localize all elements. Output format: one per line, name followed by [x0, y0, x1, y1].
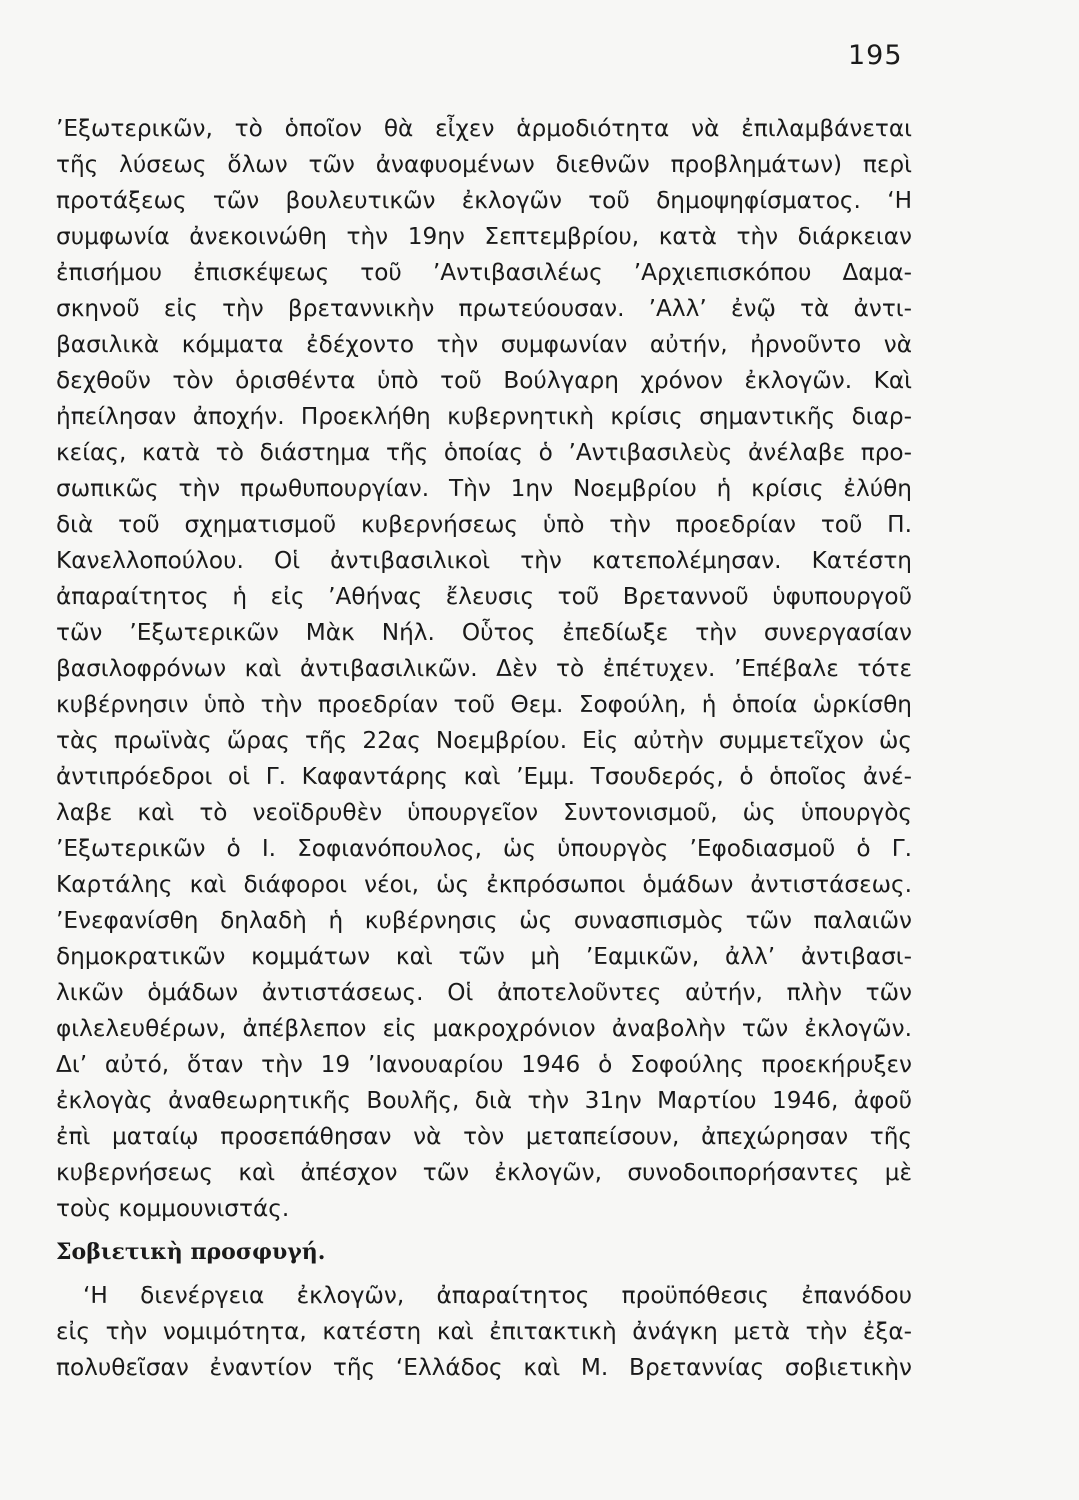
- text-line: τὰς πρωϊνὰς ὥρας τῆς 22ας Νοεμβρίου. Εἰς αὐτὴν συμμετεῖχον ὡς: [56, 727, 912, 754]
- text-line: ἐκλογὰς ἀναθεωρητικῆς Βουλῆς, διὰ τὴν 31ην Μαρτίου 1946, ἀφοῦ: [56, 1087, 912, 1114]
- text-line: σκηνοῦ εἰς τὴν βρεταννικὴν πρωτεύουσαν. ’Αλλ’ ἐνῷ τὰ ἀντι-: [56, 295, 912, 322]
- section-heading: Σοβιετικὴ προσφυγή.: [56, 1239, 326, 1265]
- text-line: Δι’ αὐτό, ὅταν τὴν 19 ’Ιανουαρίου 1946 ὁ Σοφούλης προεκήρυξεν: [56, 1051, 912, 1078]
- text-line: δημοκρατικῶν κομμάτων καὶ τῶν μὴ ’Εαμικῶν, ἀλλ’ ἀντιβασι-: [56, 943, 912, 970]
- text-line: ἀντιπρόεδροι οἱ Γ. Καφαντάρης καὶ ’Εμμ. Τσουδερός, ὁ ὁποῖος ἀνέ-: [56, 763, 912, 790]
- text-line: τῶν ’Εξωτερικῶν Μὰκ Νήλ. Οὗτος ἐπεδίωξε τὴν συνεργασίαν: [56, 619, 912, 646]
- paragraph-2: [56, 1278, 912, 1386]
- text-line: ‘Η διενέργεια ἐκλογῶν, ἀπαραίτητος προϋπόθεσις ἐπανόδου: [83, 1282, 912, 1309]
- text-line: τοὺς κομμουνιστάς.: [56, 1195, 290, 1222]
- text-line: ’Ενεφανίσθη δηλαδὴ ἡ κυβέρνησις ὡς συνασπισμὸς τῶν παλαιῶν: [56, 907, 912, 934]
- text-line: πολυθεῖσαν ἐναντίον τῆς ‘Ελλάδος καὶ Μ. Βρεταννίας σοβιετικὴν: [56, 1354, 912, 1381]
- text-line: βασιλοφρόνων καὶ ἀντιβασιλικῶν. Δὲν τὸ ἐπέτυχεν. ’Επέβαλε τότε: [56, 655, 912, 682]
- text-line: κυβερνήσεως καὶ ἀπέσχον τῶν ἐκλογῶν, συνοδοιπορήσαντες μὲ: [56, 1159, 912, 1186]
- text-line: Καρτάλης καὶ διάφοροι νέοι, ὡς ἐκπρόσωποι ὁμάδων ἀντιστάσεως.: [56, 871, 912, 898]
- text-line: διὰ τοῦ σχηματισμοῦ κυβερνήσεως ὑπὸ τὴν προεδρίαν τοῦ Π.: [56, 511, 912, 538]
- text-line: κείας, κατὰ τὸ διάστημα τῆς ὁποίας ὁ ’Αντιβασιλεὺς ἀνέλαβε προ-: [56, 439, 912, 466]
- text-line: ’Εξωτερικῶν ὁ Ι. Σοφιανόπουλος, ὡς ὑπουργὸς ’Εφοδιασμοῦ ὁ Γ.: [56, 835, 912, 862]
- text-line: λαβε καὶ τὸ νεοϊδρυθὲν ὑπουργεῖον Συντονισμοῦ, ὡς ὑπουργὸς: [56, 799, 912, 826]
- paragraph-1: [56, 111, 912, 1227]
- text-line: δεχθοῦν τὸν ὁρισθέντα ὑπὸ τοῦ Βούλγαρη χρόνον ἐκλογῶν. Καὶ: [56, 367, 912, 394]
- text-line: Κανελλοπούλου. Οἱ ἀντιβασιλικοὶ τὴν κατεπολέμησαν. Κατέστη: [56, 547, 912, 574]
- text-line: λικῶν ὁμάδων ἀντιστάσεως. Οἱ ἀποτελοῦντες αὐτήν, πλὴν τῶν: [56, 979, 912, 1006]
- text-line: φιλελευθέρων, ἀπέβλεπον εἰς μακροχρόνιον ἀναβολὴν τῶν ἐκλογῶν.: [56, 1015, 912, 1042]
- text-line: εἰς τὴν νομιμότητα, κατέστη καὶ ἐπιτακτικὴ ἀνάγκη μετὰ τὴν ἐξα-: [56, 1318, 912, 1345]
- text-line: ἐπὶ ματαίῳ προσεπάθησαν νὰ τὸν μεταπείσουν, ἀπεχώρησαν τῆς: [56, 1123, 912, 1150]
- text-line: βασιλικὰ κόμματα ἐδέχοντο τὴν συμφωνίαν αὐτήν, ἠρνοῦντο νὰ: [56, 331, 912, 358]
- page-number: 195: [848, 40, 903, 71]
- text-line: προτάξεως τῶν βουλευτικῶν ἐκλογῶν τοῦ δημοψηφίσματος. ‘Η: [56, 187, 912, 214]
- text-line: ἀπαραίτητος ἡ εἰς ’Αθήνας ἔλευσις τοῦ Βρεταννοῦ ὑφυπουργοῦ: [56, 583, 912, 610]
- text-line: ’Εξωτερικῶν, τὸ ὁποῖον θὰ εἶχεν ἁρμοδιότητα νὰ ἐπιλαμβάνεται: [56, 115, 912, 142]
- text-line: κυβέρνησιν ὑπὸ τὴν προεδρίαν τοῦ Θεμ. Σοφούλη, ἡ ὁποία ὡρκίσθη: [56, 691, 912, 718]
- text-line: ἐπισήμου ἐπισκέψεως τοῦ ’Αντιβασιλέως ’Αρχιεπισκόπου Δαμα-: [56, 259, 912, 286]
- text-line: σωπικῶς τὴν πρωθυπουργίαν. Τὴν 1ην Νοεμβρίου ἡ κρίσις ἐλύθη: [56, 475, 912, 502]
- text-line: τῆς λύσεως ὅλων τῶν ἀναφυομένων διεθνῶν προβλημάτων) περὶ: [56, 151, 912, 178]
- text-line: συμφωνία ἀνεκοινώθη τὴν 19ην Σεπτεμβρίου, κατὰ τὴν διάρκειαν: [56, 223, 912, 250]
- text-line: ἠπείλησαν ἀποχήν. Προεκλήθη κυβερνητικὴ κρίσις σημαντικῆς διαρ-: [56, 403, 912, 430]
